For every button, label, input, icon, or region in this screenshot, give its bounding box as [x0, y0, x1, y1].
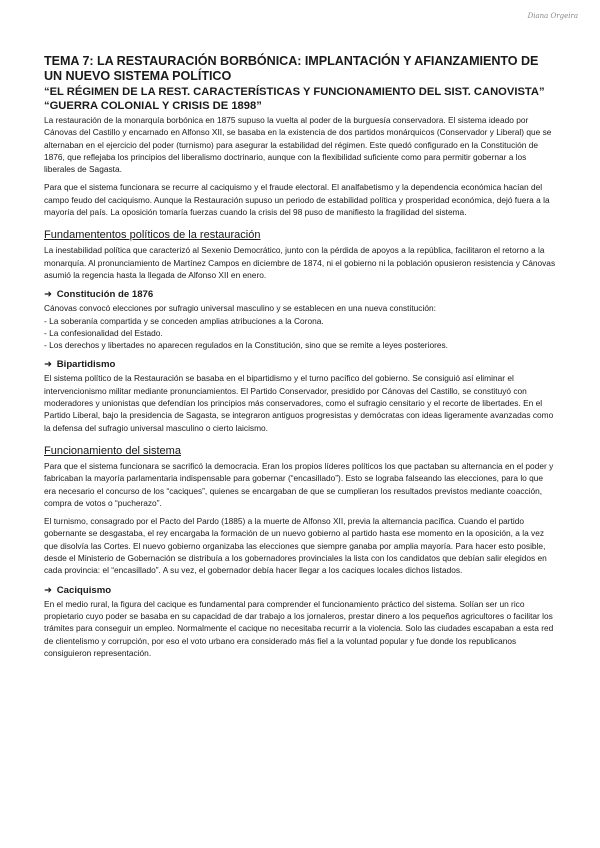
- document-title: TEMA 7: LA RESTAURACIÓN BORBÓNICA: IMPLANTACIÓN Y AFIANZAMIENTO DE UN NUEVO SISTEMA POLÍTICO: [44, 54, 539, 83]
- section-heading-funcionamiento: Funcionamiento del sistema: [44, 444, 181, 457]
- funcionamiento-paragraph-2: El turnismo, consagrado por el Pacto del Pardo (1885) a la muerte de Alfonso XII, previa la alternancia pacífica. Cuando el partido gobernante se desgastaba, el rey encargaba la formación de un nuevo gobierno al partido hasta ese momento en la oposición, a la vez que disolvía las Cortes. El nuevo gobierno organizaba las elecciones que siempre ganaba por amplia mayoría. Para hacer esto posible, desde el Ministerio de Gobernación se distribuía a los gobernadores provinciales la lista con los candidatos que debían salir elegidos en cada provincia: el “encasillado”. A su vez, el gobernador debía hacer llegar a los caciques locales dichos listados.: [44, 516, 547, 576]
- subheading-label: Bipartidismo: [56, 359, 116, 371]
- constitucion-list: [44, 315, 556, 352]
- subheading-label: Constitución de 1876: [56, 289, 154, 301]
- list-item: - Los derechos y libertades no aparecen regulados en la Constitución, sino que se remite a leyes posteriores.: [44, 339, 556, 351]
- author-name: Diana Orgeira: [527, 12, 578, 20]
- arrow-icon: ➜: [44, 359, 53, 371]
- arrow-icon: ➜: [44, 584, 53, 596]
- subheading-bipartidismo: [44, 358, 556, 371]
- intro-paragraph-2: Para que el sistema funcionara se recurre al caciquismo y el fraude electoral. El analfabetismo y la dependencia económica hacían del campo feudo del caciquismo. Aunque la Restauración supuso un periodo de estabilidad política y prosperidad económica, dejó fuera a la mayoría del país. La oposición tomaría fuerzas cuando la crisis del 98 puso de manifiesto la fragilidad del sistema.: [44, 182, 550, 218]
- intro-paragraph-1: La restauración de la monarquía borbónica en 1875 supuso la vuelta al poder de la burguesía conservadora. El sistema ideado por Cánovas del Castillo y encarnado en Alfonso XII, se basaba en la existencia de dos partidos monárquicos (Conservador y Liberal) que se alternaban en el ejercicio del poder (turnismo) para asegurar la estabilidad del régimen. Este quedó configurado en la Constitución de 1876, que reflejaba los principios del liberalismo doctrinario, aunque con la flexibilidad suficiente como para permitir gobernar a los liberales de Sagasta.: [44, 115, 552, 175]
- section-heading-fundamentos: Fundamententos políticos de la restauración: [44, 229, 261, 242]
- document-page: [44, 54, 556, 665]
- fundamentos-paragraph: La inestabilidad política que caracterizó al Sexenio Democrático, junto con la pérdida de apoyos a la república, facilitaron el retorno a la monarquía. Al pronunciamiento de Martínez Campos en diciembre de 1874, ni el gobierno ni la población opusieron resistencia y Cánovas asumió la regencia hasta la llegada de Alfonso XII en enero.: [44, 245, 556, 280]
- caciquismo-paragraph: En el medio rural, la figura del cacique es fundamental para comprender el funcionamiento práctico del sistema. Solían ser un rico propietario cuyo poder se basaba en su capacidad de dar trabajo a los jornaleros, prestar dinero a los pequeños agricultores o facilitar los trámites para conseguir un empleo. Normalmente el cacique no necesitaba recurrir a la violencia. Solo las ciudades escapaban a esta red de clientelismo y corrupción, por eso el voto urbano era considerado más fiel a la voluntad popular y fue donde los republicanos consiguieron representación.: [44, 598, 554, 658]
- subheading-caciquismo: [44, 584, 556, 597]
- document-subtitle: “EL RÉGIMEN DE LA REST. CARACTERÍSTICAS Y FUNCIONAMIENTO DEL SIST. CANOVISTA” “GUERRA COLONIAL Y CRISIS DE 1898”: [44, 86, 545, 112]
- constitucion-paragraph: Cánovas convocó elecciones por sufragio universal masculino y se establecen en una nueva constitución:: [44, 303, 436, 314]
- arrow-icon: ➜: [44, 289, 53, 301]
- funcionamiento-paragraph-1: Para que el sistema funcionara se sacrificó la democracia. Eran los propios líderes políticos los que pactaban su alternancia en el poder y fabricaban la mayoría parlamentaria indispensable para gobernar (“encasillado”). Esto se lograba falseando las elecciones, para lo que era necesario el concurso de los “caciques”, quienes se encargaban de que se cumplieran los resultados previstos mediante coacción, compra de votos o “pucherazo”.: [44, 460, 554, 508]
- list-item: - La soberanía compartida y se conceden amplias atribuciones a la Corona.: [44, 315, 556, 327]
- subheading-constitucion: [44, 288, 556, 301]
- bipartidismo-paragraph: El sistema político de la Restauración se basaba en el bipartidismo y el turno pacífico del gobierno. Se consiguió así eliminar el intervencionismo militar mediante pronunciamientos. El Partido Conservador, presidido por Cánovas del Castillo, se constituyó con moderadores y unionistas que defendían los principios más conservadores, como el sufragio censitario y el recorte de libertades. En el Partido Liberal, bajo la presidencia de Sagasta, se integraron antiguos progresistas y demócratas con ideas ligeramente avanzadas como la defensa del sufragio universal masculino o cierto laicismo.: [44, 373, 554, 433]
- list-item: - La confesionalidad del Estado.: [44, 327, 556, 339]
- subheading-label: Caciquismo: [56, 584, 112, 596]
